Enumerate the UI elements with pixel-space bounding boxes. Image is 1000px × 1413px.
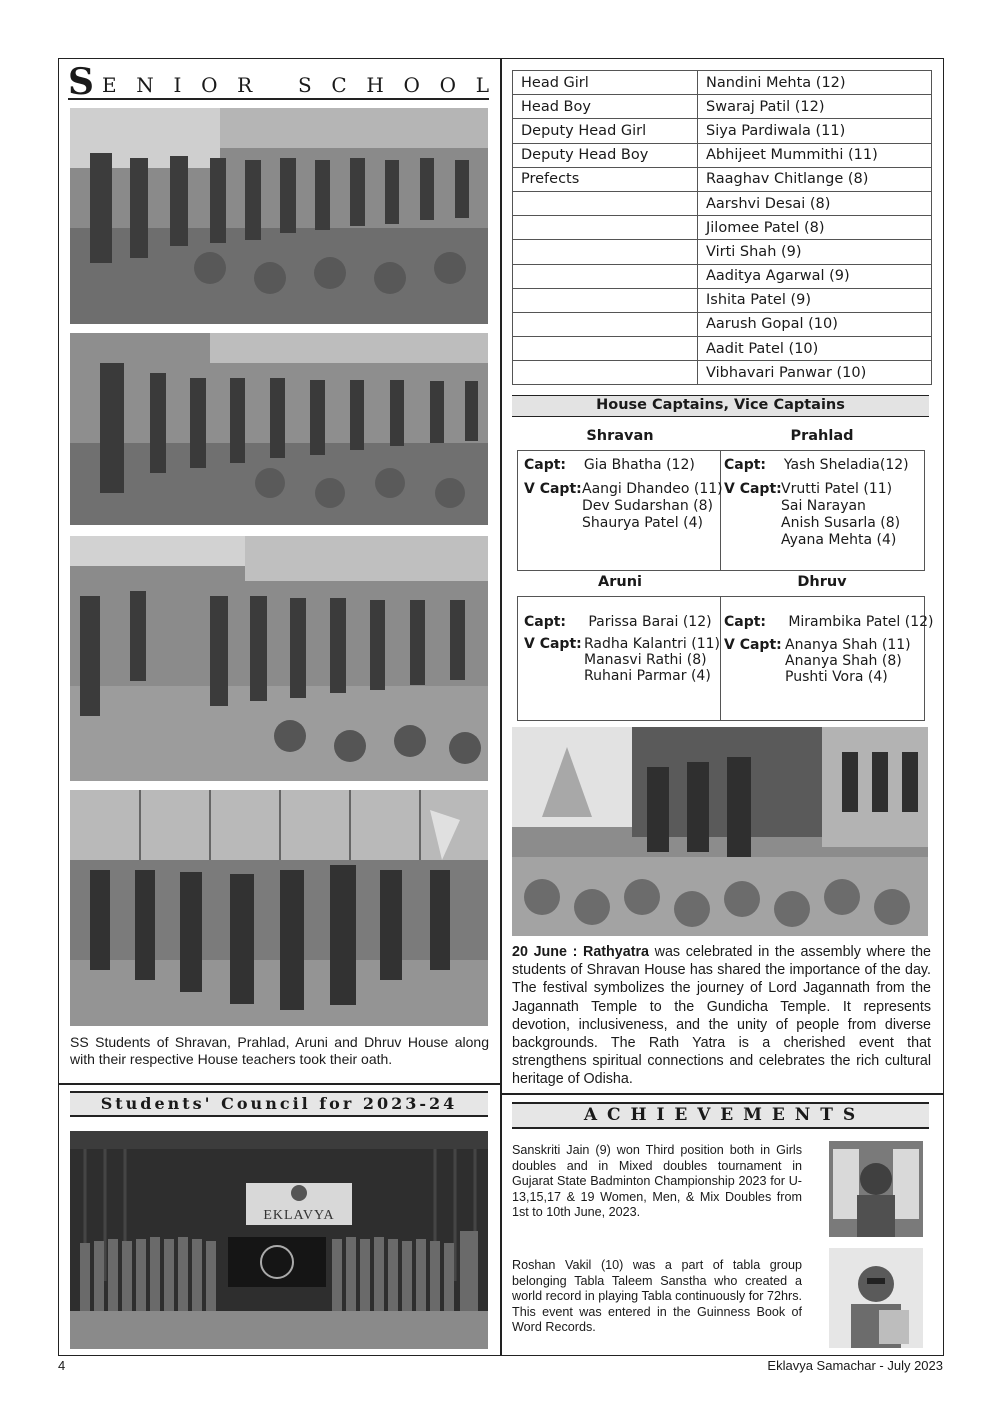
oath-photo-caption: SS Students of Shravan, Prahlad, Aruni and Dhruv House along with their respective House teachers took their oath. (70, 1034, 489, 1067)
students-council-photo (70, 1131, 488, 1349)
table-row (513, 191, 932, 215)
heading-initial: S (68, 61, 94, 103)
role-cell: Deputy Head Girl (513, 119, 698, 143)
name-cell: Aarush Gopal (10) (698, 312, 932, 336)
name-cell: Virti Shah (9) (698, 240, 932, 264)
shravan-captain (524, 457, 695, 474)
name-cell: Siya Pardiwala (11) (698, 119, 932, 143)
table-row (513, 240, 932, 264)
aruni-vcapt-2: Manasvi Rathi (8) (584, 652, 707, 668)
house-name-aruni: Aruni (598, 574, 642, 590)
dhruv-vcapt-2: Ananya Shah (8) (785, 653, 902, 669)
name-cell: Nandini Mehta (12) (698, 71, 932, 95)
prahlad-captain (724, 457, 909, 474)
prahlad-vcapt-3: Anish Susarla (8) (781, 515, 901, 531)
role-cell: Deputy Head Boy (513, 143, 698, 167)
name-cell: Vibhavari Panwar (10) (698, 361, 932, 385)
oath-photo-4 (70, 790, 488, 1026)
table-row (513, 143, 932, 167)
rathyatra-date: 20 June : Rathyatra (512, 944, 649, 960)
right-section-divider (500, 1093, 944, 1095)
aruni-captain (524, 614, 712, 631)
heading-letter: R (237, 73, 253, 97)
heading-letter: I (173, 73, 182, 97)
students-council-heading: Students' Council for 2023-24 (70, 1091, 488, 1117)
shravan-vcapt-2: Dev Sudarshan (8) (582, 498, 714, 514)
oath-photo-3 (70, 536, 488, 781)
aruni-vcapt-3: Ruhani Parmar (4) (584, 668, 711, 684)
role-cell (513, 240, 698, 264)
name-cell: Swaraj Patil (12) (698, 95, 932, 119)
heading-letter: E (102, 73, 117, 97)
table-row (513, 288, 932, 312)
shravan-vcapt-label (524, 481, 582, 498)
house-name-dhruv: Dhruv (797, 574, 847, 590)
heading-letter: S (297, 73, 312, 97)
heading-letter (272, 74, 278, 96)
rathyatra-body: was celebrated in the assembly where the students of Shravan House has shared the importance of the day. The festival symbolizes the journey of Lord Jagannath from the Jagannath Temple to the Gundicha Temple. It represents devotion, inclusiveness, and the unity of people from diverse backgrounds. The Rath Yatra is a cherished event that strengthens spiritual connections and celebrates the rich cultural heritage of Odisha. (512, 944, 931, 1088)
achievement-1: Sanskriti Jain (9) won Third position both in Girls doubles and in Mixed doubles tournament in Gujarat State Badminton Championship 2023 for U-13,15,17 & 19 Women, Men, & Mix Doubles from 1st to 10th June, 2023. (512, 1143, 802, 1220)
house-name-shravan: Shravan (586, 428, 654, 444)
office-bearers-table (512, 70, 932, 385)
heading-letter: O (439, 73, 456, 97)
name-cell: Aaditya Agarwal (9) (698, 264, 932, 288)
heading-letter: L (475, 73, 489, 97)
shravan-vcapt-label-text: V Capt: (524, 481, 582, 497)
role-cell (513, 264, 698, 288)
table-row (513, 337, 932, 361)
name-cell: Aadit Patel (10) (698, 337, 932, 361)
publication-footer: Eklavya Samachar - July 2023 (767, 1358, 943, 1373)
table-row (513, 167, 932, 191)
table-row (513, 361, 932, 385)
role-cell (513, 216, 698, 240)
rathyatra-photo (512, 727, 928, 936)
role-cell (513, 337, 698, 361)
page-number: 4 (58, 1358, 66, 1373)
dhruv-captain (724, 614, 934, 631)
shravan-vcapt-1: Aangi Dhandeo (11) (582, 481, 723, 497)
senior-school-heading (68, 61, 489, 103)
dhruv-vcapt-1: Ananya Shah (11) (785, 637, 911, 653)
aruni-vcapt-1: Radha Kalantri (11) (584, 636, 720, 652)
rathyatra-text (512, 943, 931, 1089)
shravan-vcapt-3: Shaurya Patel (4) (582, 515, 703, 531)
role-cell (513, 288, 698, 312)
dhruv-vcapt-label-text: V Capt: (724, 637, 782, 653)
prahlad-vcapt-label (724, 481, 782, 498)
prahlad-capt-label: Capt: (724, 457, 767, 473)
aruni-capt-label: Capt: (524, 614, 567, 630)
role-cell: Prefects (513, 167, 698, 191)
house-name-prahlad: Prahlad (790, 428, 854, 444)
aruni-vcapt-label (524, 636, 582, 653)
stage-banner-text: EKLAVYA (263, 1208, 335, 1223)
achievement-2: Roshan Vakil (10) was a part of tabla group belonging Tabla Taleem Sanstha who created a world record in playing Tabla continuously for 72hrs. This event was entered in the Guinness Book of Word Records. (512, 1258, 802, 1335)
prahlad-vcapt-label-text: V Capt: (724, 481, 782, 497)
achievement-1-photo (829, 1141, 923, 1237)
heading-letters (102, 74, 489, 96)
table-row (513, 312, 932, 336)
name-cell: Jilomee Patel (8) (698, 216, 932, 240)
left-section-divider (58, 1083, 500, 1085)
heading-letter: O (201, 73, 218, 97)
prahlad-capt-name: Yash Sheladia(12) (783, 457, 909, 473)
table-row (513, 71, 932, 95)
role-cell (513, 361, 698, 385)
table-row (513, 264, 932, 288)
name-cell: Aarshvi Desai (8) (698, 191, 932, 215)
name-cell: Abhijeet Mummithi (11) (698, 143, 932, 167)
shravan-capt-name: Gia Bhatha (12) (583, 457, 695, 473)
name-cell: Raaghav Chitlange (8) (698, 167, 932, 191)
house-box-divider-2 (720, 596, 721, 721)
table-row (513, 216, 932, 240)
dhruv-vcapt-3: Pushti Vora (4) (785, 669, 888, 685)
role-cell (513, 312, 698, 336)
oath-photo-2 (70, 333, 488, 525)
role-cell: Head Boy (513, 95, 698, 119)
prahlad-vcapt-1: Vrutti Patel (11) (781, 481, 893, 497)
prahlad-vcapt-2: Sai Narayan (781, 498, 866, 514)
dhruv-capt-name: Mirambika Patel (12) (788, 614, 934, 630)
dhruv-vcapt-label (724, 637, 782, 654)
achievements-heading: A C H I E V E M E N T S (512, 1102, 929, 1129)
heading-letter: C (331, 73, 347, 97)
role-cell: Head Girl (513, 71, 698, 95)
achievement-2-photo (829, 1248, 923, 1348)
shravan-capt-label: Capt: (524, 457, 567, 473)
oath-photo-1 (70, 108, 488, 324)
heading-letter: H (366, 73, 384, 97)
table-row (513, 119, 932, 143)
aruni-capt-name: Parissa Barai (12) (588, 614, 712, 630)
aruni-vcapt-label-text: V Capt: (524, 636, 582, 652)
prahlad-vcapt-4: Ayana Mehta (4) (781, 532, 897, 548)
heading-letter: O (403, 73, 420, 97)
heading-letter: N (136, 73, 154, 97)
name-cell: Ishita Patel (9) (698, 288, 932, 312)
dhruv-capt-label: Capt: (724, 614, 767, 630)
house-box-divider-1 (720, 450, 721, 571)
house-captains-heading: House Captains, Vice Captains (512, 395, 929, 417)
column-divider (500, 58, 502, 1356)
role-cell (513, 191, 698, 215)
table-row (513, 95, 932, 119)
